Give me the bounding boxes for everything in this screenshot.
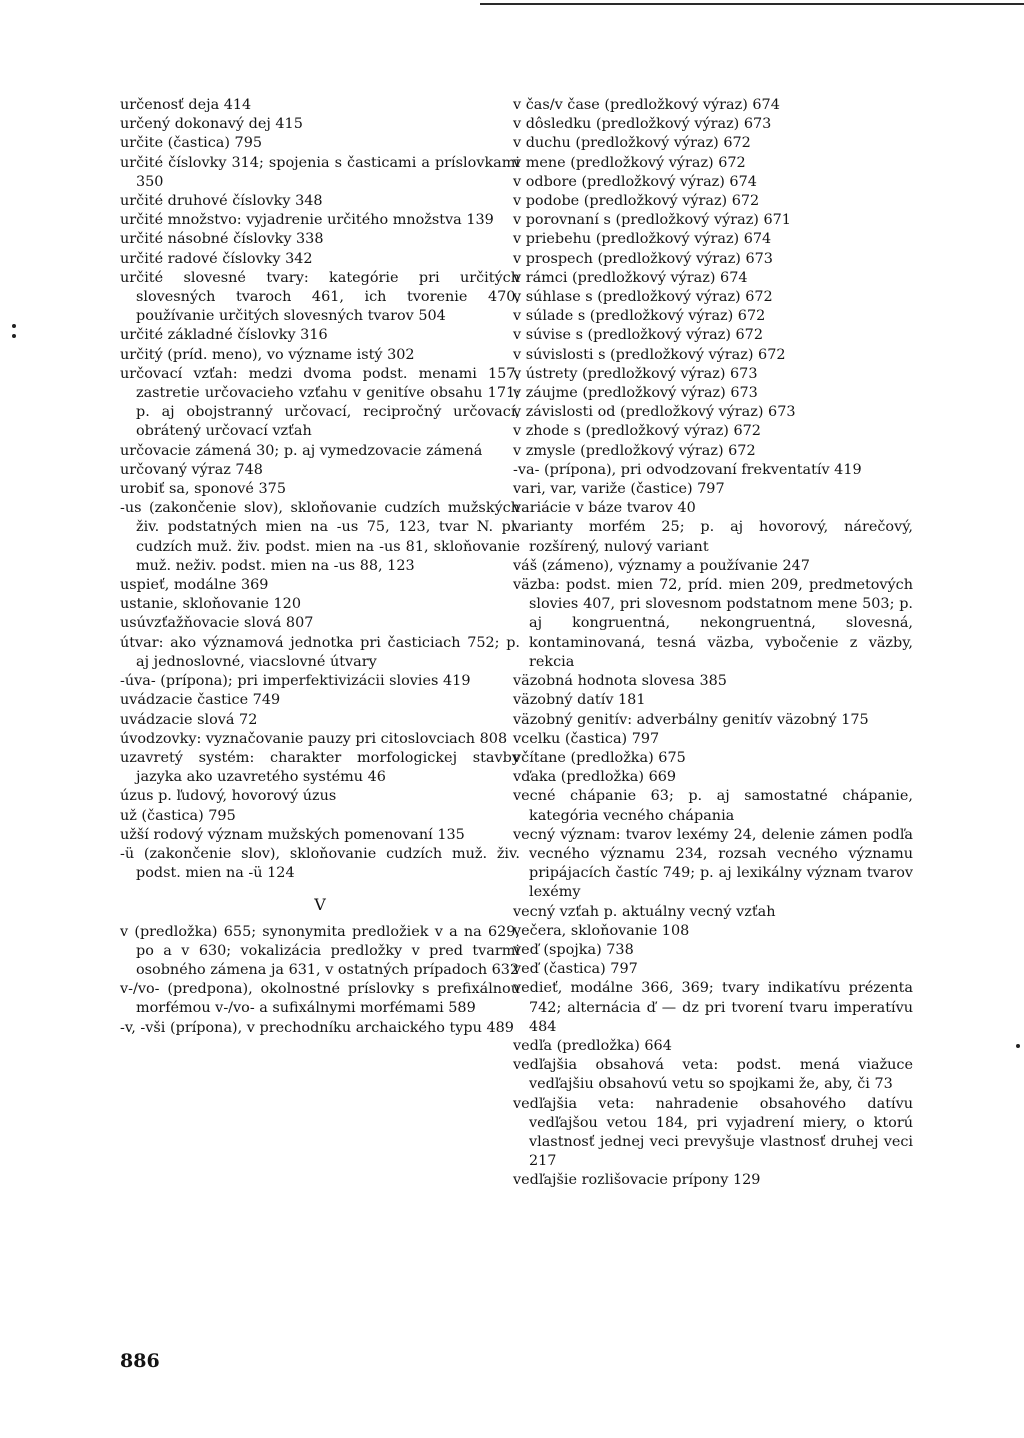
index-entry: v čas/v čase (predložkový výraz) 674: [513, 97, 780, 113]
index-entry: určovaný výraz 748: [120, 461, 263, 478]
index-entry: v-/vo- (predpona), okolnostné príslovky s prefixálnou morfémou v-/vo- a sufixálnymi morfémami 589: [120, 981, 520, 1017]
right-entries: [513, 96, 913, 1191]
index-entry: v súlade s (predložkový výraz) 672: [513, 308, 766, 325]
index-entry: vcelku (častica) 797: [513, 730, 660, 747]
index-entry: vecné chápanie 63; p. aj samostatné chápanie, kategória vecného chápania: [513, 788, 913, 824]
index-entry: väzba: podst. mien 72, príd. mien 209, predmetových slovies 407, pri slovesnom podstatnom mene 503; p. aj kongruentná, nekongruentná, slovesná, kontaminovaná, tesná väzba, vybočenie z väzby, rekcia: [513, 577, 913, 670]
index-entry: -ü (zakončenie slov), skloňovanie cudzích muž. živ. podst. mien na -ü 124: [120, 845, 520, 882]
index-entry: vďaka (predložka) 669: [513, 769, 677, 786]
index-entry: určité druhové číslovky 348: [120, 193, 323, 210]
index-entry: v dôsledku (predložkový výraz) 673: [513, 116, 772, 133]
index-entry: väzobný genitív: adverbálny genitív väzobný 175: [513, 711, 869, 728]
index-entry: -v, -vši (prípona), v prechodníku archaického typu 489: [120, 1019, 514, 1036]
index-entry: vedľajšia obsahová veta: podst. mená viažuce vedľajšiu obsahovú vetu so spojkami že, aby, či 73: [513, 1057, 913, 1093]
index-entry: určité radové číslovky 342: [120, 250, 313, 267]
right-column: [513, 96, 913, 1191]
index-entry: v duchu (predložkový výraz) 672: [513, 135, 751, 152]
index-entry: určité násobné číslovky 338: [120, 231, 324, 248]
index-entry: určité množstvo: vyjadrenie určitého množstva 139: [120, 212, 494, 229]
top-rule: [480, 3, 1024, 5]
index-entry: útvar: ako významová jednotka pri časticiach 752; p. aj jednoslovné, viacslovné útvary: [120, 634, 520, 670]
index-entry: v (predložka) 655; synonymita predložiek v a na 629, po a v 630; vokalizácia predložky v pred tvarmi osobného zámena ja 631, v ostatných prípadoch 632: [120, 923, 520, 978]
index-entry: veď (spojka) 738: [513, 941, 634, 958]
section-letter: V: [314, 895, 326, 915]
index-entry: vecný vzťah p. aktuálny vecný vzťah: [513, 903, 776, 920]
index-entry: vedľajšie rozlišovacie prípony 129: [513, 1172, 761, 1189]
index-entry: v súvislosti s (predložkový výraz) 672: [513, 346, 786, 363]
index-entry: v súvise s (predložkový výraz) 672: [513, 327, 763, 344]
index-entry: ustanie, skloňovanie 120: [120, 596, 301, 613]
index-entry: v ústrety (predložkový výraz) 673: [513, 365, 758, 382]
index-entry: v mene (predložkový výraz) 672: [513, 154, 746, 171]
index-entry: úzus p. ľudový, hovorový úzus: [120, 788, 337, 805]
index-entry: vedľa (predložka) 664: [513, 1037, 672, 1054]
index-entry: v závislosti od (predložkový výraz) 673: [513, 404, 796, 421]
margin-mark: [1016, 1044, 1020, 1048]
index-entry: určite (častica) 795: [120, 135, 263, 152]
index-entry: úvodzovky: vyznačovanie pauzy pri citoslovciach 808: [120, 730, 508, 747]
index-entry: -va- (prípona), pri odvodzovaní frekventatív 419: [513, 461, 862, 478]
index-entry: uspieť, modálne 369: [120, 577, 269, 594]
index-entry: -úva- (prípona); pri imperfektivizácii slovies 419: [120, 673, 471, 690]
index-entry: v podobe (predložkový výraz) 672: [513, 193, 760, 210]
index-entry: určený dokonavý dej 415: [120, 116, 303, 133]
index-entry: uvádzacie častice 749: [120, 692, 281, 709]
index-entry: určitý (príd. meno), vo význame istý 302: [120, 346, 415, 363]
index-entry: vecný význam: tvarov lexémy 24, delenie zámen podľa vecného významu 234, rozsah vecného významu pripájacích častíc 749; p. aj lexikálny význam tvarov lexémy: [513, 826, 913, 901]
index-entry: v porovnaní s (predložkový výraz) 671: [513, 212, 791, 229]
index-entry: určité číslovky 314; spojenia s časticami a príslovkami 350: [120, 154, 520, 190]
index-entry: včítane (predložka) 675: [513, 749, 686, 766]
index-entry: v súhlase s (predložkový výraz) 672: [513, 289, 773, 306]
index-entry: uzavretý systém: charakter morfologickej stavby jazyka ako uzavretého systému 46: [120, 749, 520, 786]
index-entry: usúvzťažňovacie slová 807: [120, 615, 314, 632]
index-entry: vedľajšia veta: nahradenie obsahového datívu vedľajšou vetou 184, pri vyjadrení miery, o ktorú vlastnosť jednej veci prevyšuje vlastnosť druhej veci 217: [513, 1095, 913, 1170]
left-entries-after: [120, 923, 520, 1038]
index-entry: určenosť deja 414: [120, 97, 252, 113]
index-entry: urobiť sa, sponové 375: [120, 481, 286, 498]
left-entries-before: [120, 96, 520, 883]
index-entry: vedieť, modálne 366, 369; tvary indikatívu prézenta 742; alternácia ď — dz pri tvorení tvaru imperatívu 484: [513, 980, 913, 1035]
index-entry: väzobná hodnota slovesa 385: [513, 673, 727, 690]
index-entry: určovacie zámená 30; p. aj vymedzovacie zámená: [120, 442, 483, 459]
index-entry: určité základné číslovky 316: [120, 327, 328, 344]
index-entry: v priebehu (predložkový výraz) 674: [513, 231, 772, 248]
margin-mark: [12, 334, 16, 338]
index-entry: uvádzacie slová 72: [120, 711, 258, 728]
page-number: 886: [120, 1350, 160, 1372]
left-column: [120, 96, 520, 1038]
index-entry: v záujme (predložkový výraz) 673: [513, 385, 758, 402]
index-entry: variácie v báze tvarov 40: [513, 500, 696, 517]
index-entry: v zhode s (predložkový výraz) 672: [513, 423, 761, 440]
index-entry: určovací vzťah: medzi dvoma podst. menami 157, zastretie určovacieho vzťahu v genitíve obsahu 171; p. aj obojstranný určovací, recipročný určovací, obrátený určovací vzťah: [120, 365, 520, 440]
index-entry: v zmysle (predložkový výraz) 672: [513, 442, 756, 459]
index-entry: veď (častica) 797: [513, 961, 638, 978]
index-entry: v odbore (predložkový výraz) 674: [513, 173, 757, 190]
index-entry: váš (zámeno), významy a používanie 247: [513, 557, 810, 574]
index-entry: určité slovesné tvary: kategórie pri určitých slovesných tvaroch 461, ich tvorenie 470, používanie určitých slovesných tvarov 504: [120, 269, 520, 325]
index-entry: v prospech (predložkový výraz) 673: [513, 250, 773, 267]
index-entry: užší rodový význam mužských pomenovaní 135: [120, 826, 465, 843]
index-entry: v rámci (predložkový výraz) 674: [513, 269, 748, 286]
index-entry: väzobný datív 181: [513, 692, 646, 709]
margin-mark: [12, 324, 16, 328]
index-entry: večera, skloňovanie 108: [513, 922, 690, 939]
index-entry: -us (zakončenie slov), skloňovanie cudzích mužských živ. podstatných mien na -us 75, 123, tvar N. pl. cudzích muž. živ. podst. mien na -us 81, skloňovanie muž. neživ. podst. mien na -us 88, 123: [120, 500, 520, 574]
index-entry: už (častica) 795: [120, 807, 236, 824]
index-entry: vari, var, variže (častice) 797: [513, 481, 725, 498]
index-entry: varianty morfém 25; p. aj hovorový, nárečový, rozšírený, nulový variant: [513, 519, 913, 555]
